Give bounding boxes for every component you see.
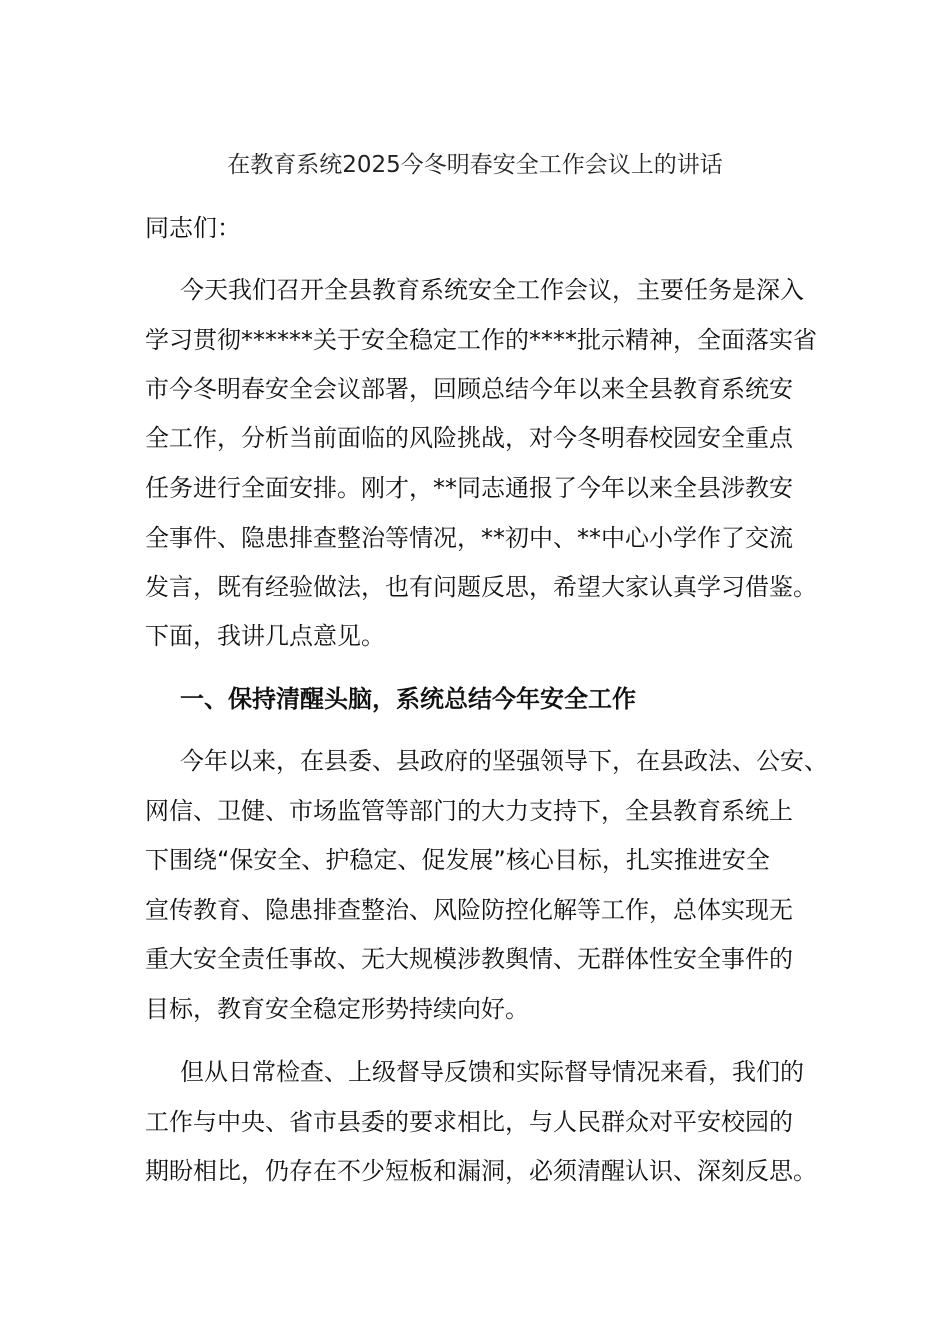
section-heading: 一、保持清醒头脑，系统总结今年安全工作 (180, 685, 636, 713)
text-line: 宣传教育、隐患排查整治、风险防控化解等工作，总体实现无 (145, 896, 793, 924)
text-line: 下围绕“保安全、护稳定、促发展”核心目标，扎实推进安全 (145, 846, 770, 874)
text-line: 工作与中央、省市县委的要求相比，与人民群众对平安校园的 (145, 1108, 793, 1136)
text-line: 任务进行全面安排。刚才，**同志通报了今年以来全县涉教安 (145, 474, 793, 502)
document-title: 在教育系统2025今冬明春安全工作会议上的讲话 (227, 152, 723, 178)
text-line: 学习贯彻******关于安全稳定工作的****批示精神，全面落实省 (145, 326, 817, 354)
text-line: 发言，既有经验做法，也有问题反思，希望大家认真学习借鉴。 (145, 573, 817, 601)
text-line: 下面，我讲几点意见。 (145, 622, 385, 650)
text-line: 全事件、隐患排查整治等情况，**初中、**中心小学作了交流 (145, 524, 793, 552)
text-line: 今年以来，在县委、县政府的坚强领导下，在县政法、公安、 (180, 747, 828, 775)
text-line: 目标，教育安全稳定形势持续向好。 (145, 995, 529, 1023)
text-line: 网信、卫健、市场监管等部门的大力支持下，全县教育系统上 (145, 797, 793, 825)
text-line: 重大安全责任事故、无大规模涉教舆情、无群体性安全事件的 (145, 945, 793, 973)
text-line: 期盼相比，仍存在不少短板和漏洞，必须清醒认识、深刻反思。 (145, 1157, 817, 1185)
text-line: 市今冬明春安全会议部署，回顾总结今年以来全县教育系统安 (145, 375, 793, 403)
text-line: 今天我们召开全县教育系统安全工作会议，主要任务是深入 (180, 276, 804, 304)
text-line: 但从日常检查、上级督导反馈和实际督导情况来看，我们的 (180, 1058, 804, 1086)
text-line: 全工作，分析当前面临的风险挑战，对今冬明春校园安全重点 (145, 424, 793, 452)
salutation: 同志们： (145, 214, 241, 242)
